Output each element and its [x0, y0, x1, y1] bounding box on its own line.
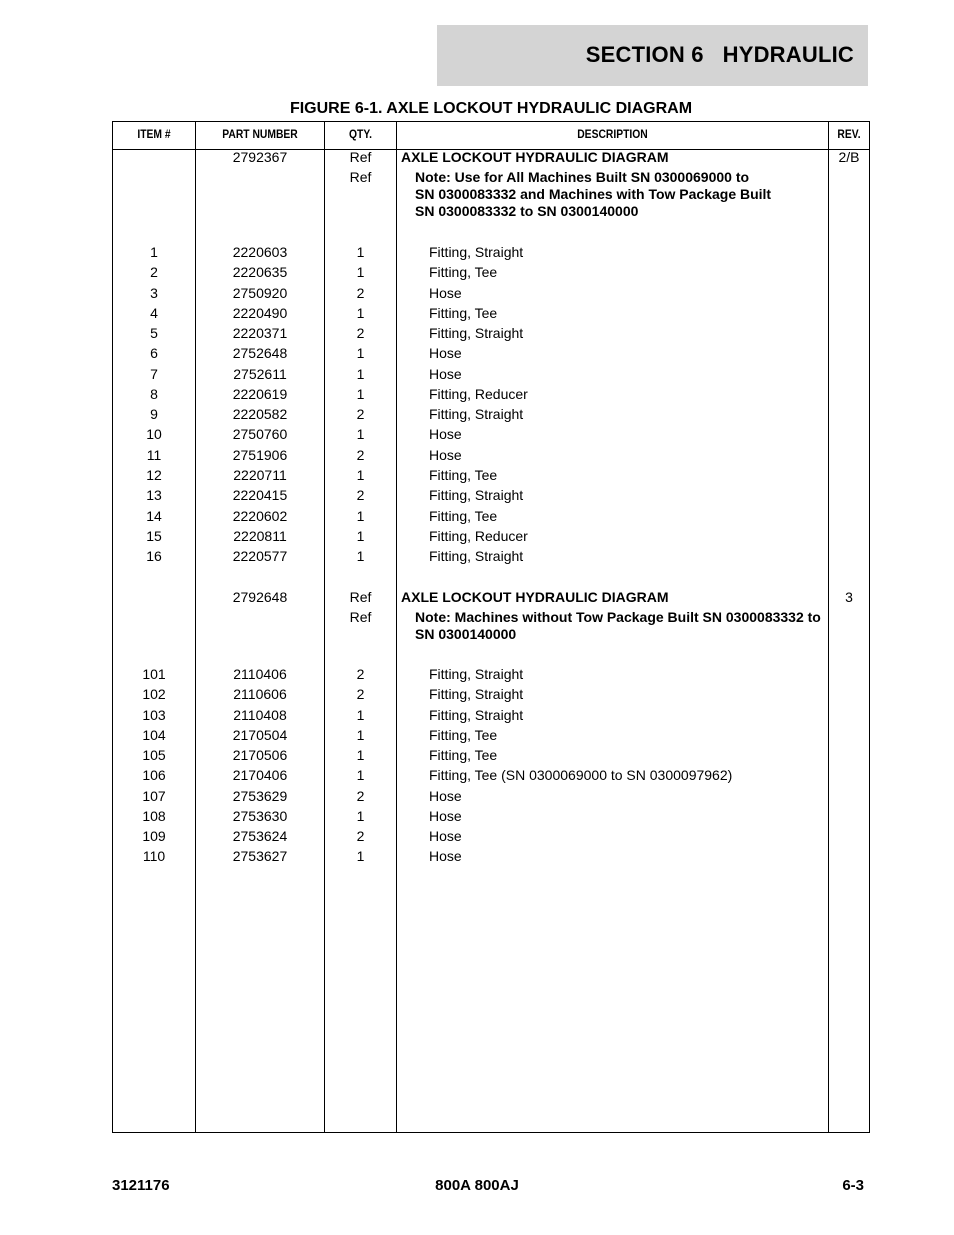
- note-qty: Ref: [349, 169, 372, 185]
- column-header-rev: REV.: [837, 127, 861, 141]
- parts-table: [112, 121, 870, 1133]
- item-number: 106: [142, 767, 166, 784]
- description: Hose: [429, 426, 462, 443]
- quantity: 1: [356, 807, 365, 824]
- description: Fitting, Reducer: [429, 385, 528, 402]
- part-number: 2751906: [232, 446, 288, 463]
- item-number: 103: [142, 706, 166, 723]
- footer-model: 800A 800AJ: [435, 1177, 519, 1194]
- footer-page-number: 6-3: [842, 1177, 864, 1194]
- assembly-qty: Ref: [349, 149, 372, 165]
- item-number: 12: [146, 466, 162, 483]
- part-number: 2220619: [232, 385, 288, 402]
- item-number: 109: [142, 828, 166, 845]
- item-number: 101: [142, 666, 166, 682]
- item-number: 8: [150, 385, 158, 402]
- description: Fitting, Tee: [429, 264, 498, 281]
- assembly-rev: 3: [845, 589, 853, 605]
- part-number: 2220711: [233, 466, 287, 483]
- quantity: 1: [356, 385, 365, 402]
- part-number: 2170504: [232, 726, 288, 743]
- part-number: 2220415: [232, 487, 288, 504]
- part-number: 2170406: [232, 767, 288, 784]
- part-number: 2220603: [232, 244, 288, 260]
- description: Hose: [429, 284, 462, 301]
- column-header-item: ITEM #: [137, 127, 171, 141]
- figure-title: FIGURE 6-1. AXLE LOCKOUT HYDRAULIC DIAGRAM: [289, 100, 693, 117]
- item-number: 15: [146, 527, 162, 544]
- item-number: 104: [142, 726, 166, 743]
- quantity: 1: [356, 244, 365, 260]
- item-number: 3: [150, 284, 158, 301]
- item-number: 11: [146, 446, 162, 463]
- quantity: 1: [356, 527, 365, 544]
- description: Hose: [429, 787, 462, 804]
- assembly-part-number: 2792367: [232, 149, 288, 165]
- description: Fitting, Straight: [429, 244, 524, 260]
- quantity: 2: [356, 284, 365, 301]
- description: Fitting, Straight: [429, 706, 524, 723]
- quantity: 1: [356, 848, 365, 865]
- assembly-note: Note: Machines without Tow Package Built SN 0300083332 to SN 0300140000: [415, 609, 821, 642]
- description: Hose: [429, 446, 462, 463]
- part-number: 2110406: [233, 666, 287, 682]
- part-number: 2220371: [232, 325, 288, 342]
- assembly-part-number: 2792648: [232, 589, 288, 605]
- item-number: 102: [142, 686, 166, 703]
- quantity: 1: [356, 507, 365, 524]
- description: Hose: [429, 828, 462, 845]
- column-header-qty: QTY.: [349, 127, 372, 141]
- item-number: 14: [146, 507, 162, 524]
- description: Fitting, Tee: [429, 304, 498, 321]
- description: Fitting, Tee: [429, 507, 498, 524]
- item-number: 9: [150, 406, 158, 423]
- quantity: 2: [356, 406, 365, 423]
- quantity: 1: [356, 706, 365, 723]
- column-header-part-number: PART NUMBER: [222, 127, 298, 141]
- item-number: 1: [150, 244, 158, 260]
- quantity: 2: [356, 828, 365, 845]
- item-number: 16: [146, 548, 162, 565]
- assembly-note: Note: Use for All Machines Built SN 0300069000 to SN 0300083332 and Machines with Tow Package Built SN 0300083332 to SN 0300140000: [415, 169, 772, 219]
- item-number: 10: [146, 426, 162, 443]
- part-number: 2220635: [232, 264, 288, 281]
- item-number: 4: [150, 304, 158, 321]
- quantity: 1: [356, 264, 365, 281]
- quantity: 1: [356, 426, 365, 443]
- part-number: 2753624: [232, 828, 288, 845]
- section-banner: [437, 25, 868, 86]
- part-number: 2220490: [232, 304, 288, 321]
- part-number: 2752648: [232, 345, 288, 362]
- quantity: 2: [356, 666, 365, 682]
- description: Hose: [429, 345, 462, 362]
- assembly-qty: Ref: [349, 589, 372, 605]
- column-divider: [828, 122, 829, 1132]
- assembly-title: AXLE LOCKOUT HYDRAULIC DIAGRAM: [401, 149, 669, 165]
- section-title: SECTION 6 HYDRAULIC: [585, 42, 854, 67]
- item-number: 107: [142, 787, 166, 804]
- quantity: 1: [356, 466, 365, 483]
- description: Fitting, Straight: [429, 487, 524, 504]
- part-number: 2220602: [232, 507, 288, 524]
- description: Fitting, Straight: [429, 406, 524, 423]
- quantity: 1: [356, 304, 365, 321]
- part-number: 2110408: [233, 706, 287, 723]
- part-number: 2753630: [232, 807, 288, 824]
- part-number: 2220582: [232, 406, 288, 423]
- column-divider: [396, 122, 397, 1132]
- quantity: 2: [356, 787, 365, 804]
- item-number: 5: [150, 325, 158, 342]
- part-number: 2750920: [232, 284, 288, 301]
- part-number: 2170506: [232, 747, 288, 764]
- quantity: 2: [356, 325, 365, 342]
- description: Fitting, Straight: [429, 686, 524, 703]
- quantity: 1: [356, 345, 365, 362]
- description: Fitting, Straight: [429, 548, 524, 565]
- part-number: 2750760: [232, 426, 288, 443]
- item-number: 105: [142, 747, 166, 764]
- description: Fitting, Tee (SN 0300069000 to SN 0300097962): [429, 767, 733, 784]
- description: Hose: [429, 365, 462, 382]
- quantity: 1: [356, 548, 365, 565]
- description: Fitting, Straight: [429, 666, 524, 682]
- quantity: 2: [356, 686, 365, 703]
- part-number: 2220577: [232, 548, 288, 565]
- part-number: 2753629: [232, 787, 288, 804]
- part-number: 2110606: [233, 686, 287, 703]
- item-number: 108: [142, 807, 166, 824]
- item-number: 6: [150, 345, 158, 362]
- quantity: 1: [356, 365, 365, 382]
- footer-doc-number: 3121176: [112, 1177, 170, 1194]
- quantity: 2: [356, 487, 365, 504]
- description: Fitting, Straight: [429, 325, 524, 342]
- quantity: 1: [356, 726, 365, 743]
- part-number: 2752611: [233, 365, 287, 382]
- item-number: 110: [142, 848, 166, 865]
- quantity: 2: [356, 446, 365, 463]
- description: Fitting, Tee: [429, 726, 498, 743]
- quantity: 1: [356, 747, 365, 764]
- description: Hose: [429, 807, 462, 824]
- assembly-title: AXLE LOCKOUT HYDRAULIC DIAGRAM: [401, 589, 669, 605]
- item-number: 7: [150, 365, 158, 382]
- item-number: 13: [146, 487, 162, 504]
- quantity: 1: [356, 767, 365, 784]
- part-number: 2753627: [232, 848, 288, 865]
- part-number: 2220811: [233, 527, 287, 544]
- note-qty: Ref: [349, 609, 372, 625]
- column-header-description: DESCRIPTION: [577, 127, 648, 141]
- item-number: 2: [150, 264, 158, 281]
- description: Fitting, Reducer: [429, 527, 528, 544]
- assembly-rev: 2/B: [838, 149, 860, 165]
- description: Hose: [429, 848, 462, 865]
- description: Fitting, Tee: [429, 747, 498, 764]
- description: Fitting, Tee: [429, 466, 498, 483]
